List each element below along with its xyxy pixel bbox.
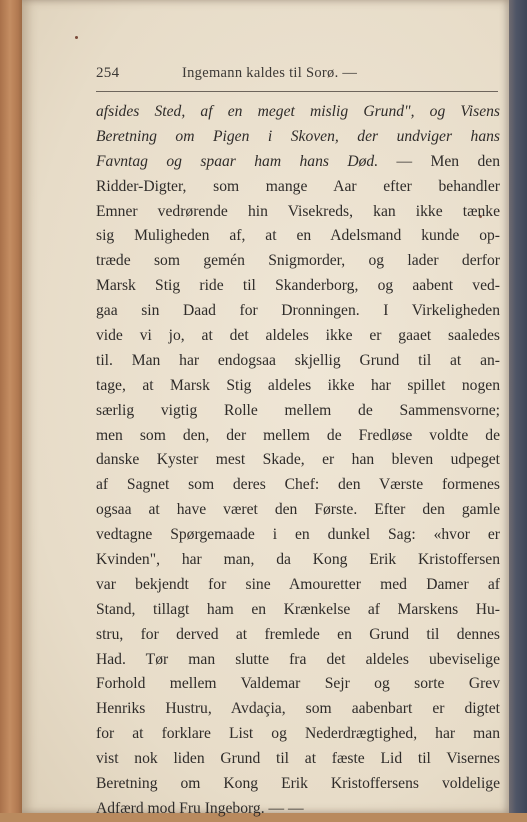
text-segment: Forhold mellem Valdemar Sejr og sorte Grev <box>96 675 500 693</box>
italic-text: Favntag og spaar ham hans Død. <box>96 152 379 170</box>
text-segment: Marsk Stig ride til Skanderborg, og aabent ved- <box>96 277 500 295</box>
header-rule <box>96 91 498 92</box>
text-line <box>96 150 500 175</box>
body-text <box>96 100 500 822</box>
text-segment: Henriks Hustru, Avdaçia, som aabenbart er digtet <box>96 700 500 718</box>
running-head: Ingemann kaldes til Sorø. — <box>182 65 358 81</box>
text-segment: men som den, der mellem de Fredløse voldte de <box>96 426 500 444</box>
page-number: 254 <box>96 65 120 81</box>
text-line <box>96 424 500 449</box>
text-line <box>96 548 500 573</box>
text-segment: var bekjendt for sine Amouretter med Damer af <box>96 575 500 593</box>
book-spine-left <box>0 0 22 813</box>
text-line <box>96 722 500 747</box>
text-segment: særlig vigtig Rolle mellem de Sammensvorne; <box>96 401 500 419</box>
text-line <box>96 349 500 374</box>
text-line <box>96 399 500 424</box>
text-line <box>96 249 500 274</box>
text-line <box>96 797 500 822</box>
text-line <box>96 747 500 772</box>
text-segment: for at forklare List og Nederdrægtighed, har man <box>96 725 500 743</box>
text-segment: Ridder-Digter, som mange Aar efter behandler <box>96 177 500 195</box>
text-segment: træde som gemén Snigmorder, og lader derfor <box>96 252 500 270</box>
text-segment: til. Man har endogsaa skjellig Grund til at an- <box>96 351 500 369</box>
text-line <box>96 498 500 523</box>
text-line <box>96 672 500 697</box>
text-line <box>96 374 500 399</box>
text-segment: vedtagne Spørgemaade i en dunkel Sag: «hvor er <box>96 526 500 544</box>
text-segment: Adfærd mod Fru Ingeborg. — — <box>96 799 304 817</box>
book-edge-right <box>509 0 527 813</box>
text-segment: tage, at Marsk Stig aldeles ikke har spillet nogen <box>96 376 500 394</box>
text-line <box>96 200 500 225</box>
text-line <box>96 448 500 473</box>
text-line <box>96 224 500 249</box>
text-line <box>96 125 500 150</box>
text-segment: af Sagnet som deres Chef: den Værste formenes <box>96 476 500 494</box>
text-line <box>96 473 500 498</box>
text-segment: sig Muligheden af, at en Adelsmand kunde op- <box>96 227 500 245</box>
text-segment: Stand, tillagt ham en Krænkelse af Marskens Hu- <box>96 600 500 618</box>
text-line <box>96 573 500 598</box>
text-line <box>96 697 500 722</box>
text-line <box>96 623 500 648</box>
text-segment: ogsaa at have været den Første. Efter den gamle <box>96 501 500 519</box>
text-segment: Had. Tør man slutte fra det aldeles ubeviselige <box>96 650 500 668</box>
text-segment: stru, for derved at fremlede en Grund til dennes <box>96 625 500 643</box>
text-segment: danske Kyster mest Skade, er han bleven udpeget <box>96 451 500 469</box>
italic-text: Beretning om Pigen i Skoven, der undviger hans <box>96 127 500 145</box>
text-line <box>96 175 500 200</box>
text-line <box>96 772 500 797</box>
text-segment: Beretning om Kong Erik Kristoffersens voldelige <box>96 775 500 793</box>
text-segment: Emner vedrørende hin Visekreds, kan ikke tænke <box>96 202 500 220</box>
text-line <box>96 299 500 324</box>
text-segment: gaa sin Daad for Dronningen. I Virkeligheden <box>96 302 500 320</box>
text-line <box>96 523 500 548</box>
text-line <box>96 324 500 349</box>
page-header <box>96 63 476 87</box>
text-line <box>96 274 500 299</box>
text-segment: vist nok liden Grund til at fæste Lid til Visernes <box>96 750 500 768</box>
italic-text: afsides Sted, af en meget mislig Grund", og Visens <box>96 103 500 120</box>
text-segment: — Men den <box>378 152 500 170</box>
text-line <box>96 598 500 623</box>
text-segment: vide vi jo, at det aldeles ikke er gaaet saaledes <box>96 327 500 345</box>
ink-speck <box>75 36 78 39</box>
text-segment: Kvinden", har man, da Kong Erik Kristoffersen <box>96 551 500 569</box>
text-line <box>96 100 500 125</box>
text-line <box>96 648 500 673</box>
